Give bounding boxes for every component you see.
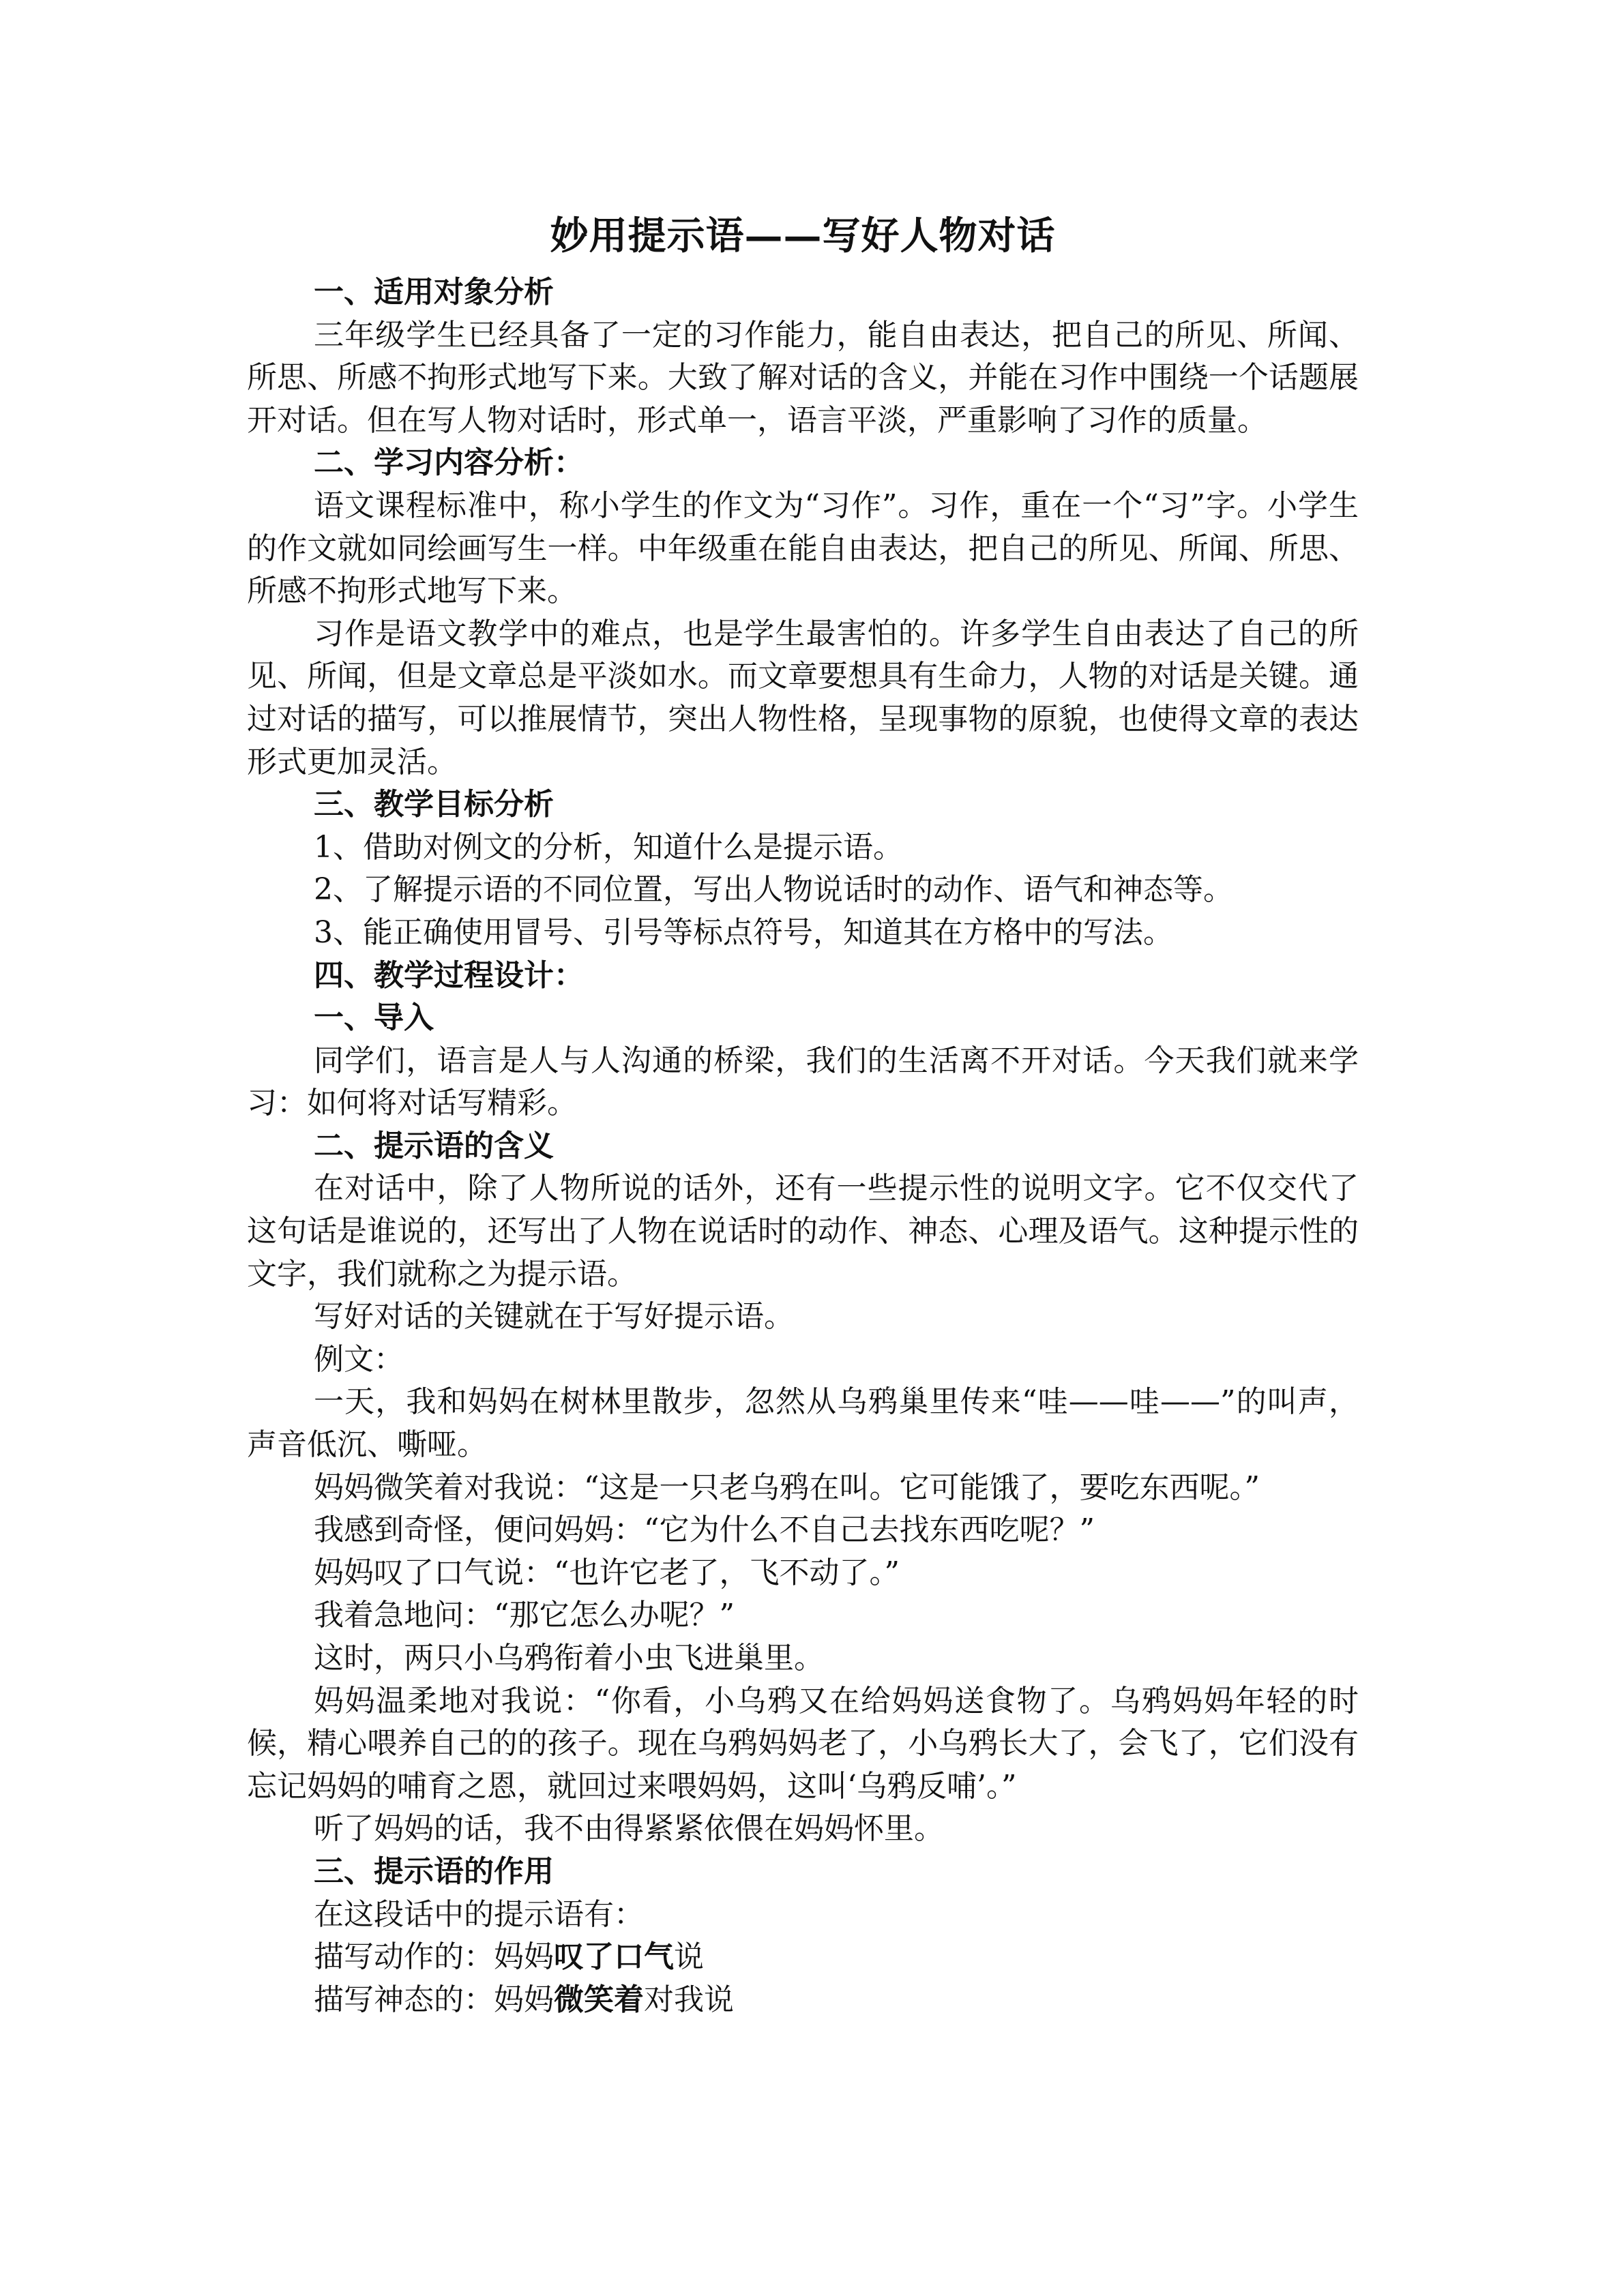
role-intro: 在这段话中的提示语有： — [314, 1896, 644, 1932]
key-line: 写好对话的关键就在于写好提示语。 — [314, 1299, 794, 1335]
paragraph: 习作是语文教学中的难点，也是学生最害怕的。许多学生自由表达了自己的所见、所闻，但是文章总是平淡如水。而文章要想具有生命力，人物的对话是关键。通过对话的描写，可以推展情节，突出人物性格，呈现事物的原貌，也使得文章的表达形式更加灵活。 — [247, 616, 1359, 779]
goal-item: 1、借助对例文的分析，知道什么是提示语。 — [314, 829, 903, 865]
cue-label: 描写神态的：妈妈 — [314, 1982, 554, 2017]
section-heading: 三、教学目标分析 — [314, 787, 554, 822]
look-cue-line — [247, 1979, 1359, 2022]
cue-highlight: 叹了口气 — [554, 1939, 674, 1975]
cue-suffix: 说 — [674, 1939, 704, 1975]
example-paragraph: 这时，两只小乌鸦衔着小虫飞进巢里。 — [314, 1641, 824, 1675]
document-page — [247, 205, 1359, 2021]
cue-label: 描写动作的：妈妈 — [314, 1939, 554, 1975]
cue-suffix: 对我说 — [644, 1982, 734, 2017]
action-cue-line — [247, 1936, 1359, 1979]
example-paragraph: 妈妈微笑着对我说：“这是一只老乌鸦在叫。它可能饿了，要吃东西呢。” — [314, 1470, 1260, 1505]
example-paragraph: 一天，我和妈妈在树林里散步，忽然从乌鸦巢里传来“哇——哇——”的叫声，声音低沉、嘶哑。 — [247, 1384, 1359, 1463]
example-paragraph: 我感到奇怪，便问妈妈：“它为什么不自己去找东西吃呢？” — [314, 1512, 1095, 1548]
goal-item: 3、能正确使用冒号、引号等标点符号，知道其在方格中的写法。 — [314, 914, 1173, 950]
cue-highlight: 微笑着 — [554, 1982, 644, 2017]
goal-item: 2、了解提示语的不同位置，写出人物说话时的动作、语气和神态等。 — [314, 872, 1233, 908]
subsection-heading: 一、导入 — [314, 1000, 434, 1036]
example-paragraph: 妈妈温柔地对我说：“你看，小乌鸦又在给妈妈送食物了。乌鸦妈妈年轻的时候，精心喂养自己的的孩子。现在乌鸦妈妈老了，小乌鸦长大了，会飞了，它们没有忘记妈妈的哺育之恩，就回过来喂妈妈，这叫‘乌鸦反哺’。” — [247, 1683, 1359, 1804]
paragraph: 语文课程标准中，称小学生的作文为“习作”。习作，重在一个“习”字。小学生的作文就如同绘画写生一样。中年级重在能自由表达，把自己的所见、所闻、所思、所感不拘形式地写下来。 — [247, 488, 1359, 609]
section-heading: 四、教学过程设计： — [314, 957, 584, 993]
document-title: 妙用提示语——写好人物对话 — [550, 213, 1056, 258]
subsection-heading: 三、提示语的作用 — [314, 1853, 554, 1889]
section-heading: 二、学习内容分析： — [314, 445, 584, 481]
paragraph: 三年级学生已经具备了一定的习作能力，能自由表达，把自己的所见、所闻、所思、所感不拘形式地写下来。大致了解对话的含义，并能在习作中围绕一个话题展开对话。但在写人物对话时，形式单一，语言平淡，严重影响了习作的质量。 — [247, 317, 1359, 438]
example-label: 例文： — [314, 1341, 404, 1377]
paragraph: 在对话中，除了人物所说的话外，还有一些提示性的说明文字。它不仅交代了这句话是谁说的，还写出了人物在说话时的动作、神态、心理及语气。这种提示性的文字，我们就称之为提示语。 — [247, 1171, 1359, 1292]
paragraph: 同学们，语言是人与人沟通的桥梁，我们的生活离不开对话。今天我们就来学习：如何将对话写精彩。 — [247, 1043, 1359, 1121]
example-paragraph: 妈妈叹了口气说：“也许它老了，飞不动了。” — [314, 1555, 900, 1590]
example-paragraph: 听了妈妈的话，我不由得紧紧依偎在妈妈怀里。 — [314, 1811, 944, 1847]
subsection-heading: 二、提示语的含义 — [314, 1128, 554, 1163]
example-paragraph: 我着急地问：“那它怎么办呢？” — [314, 1598, 735, 1633]
section-heading: 一、适用对象分析 — [314, 275, 554, 310]
